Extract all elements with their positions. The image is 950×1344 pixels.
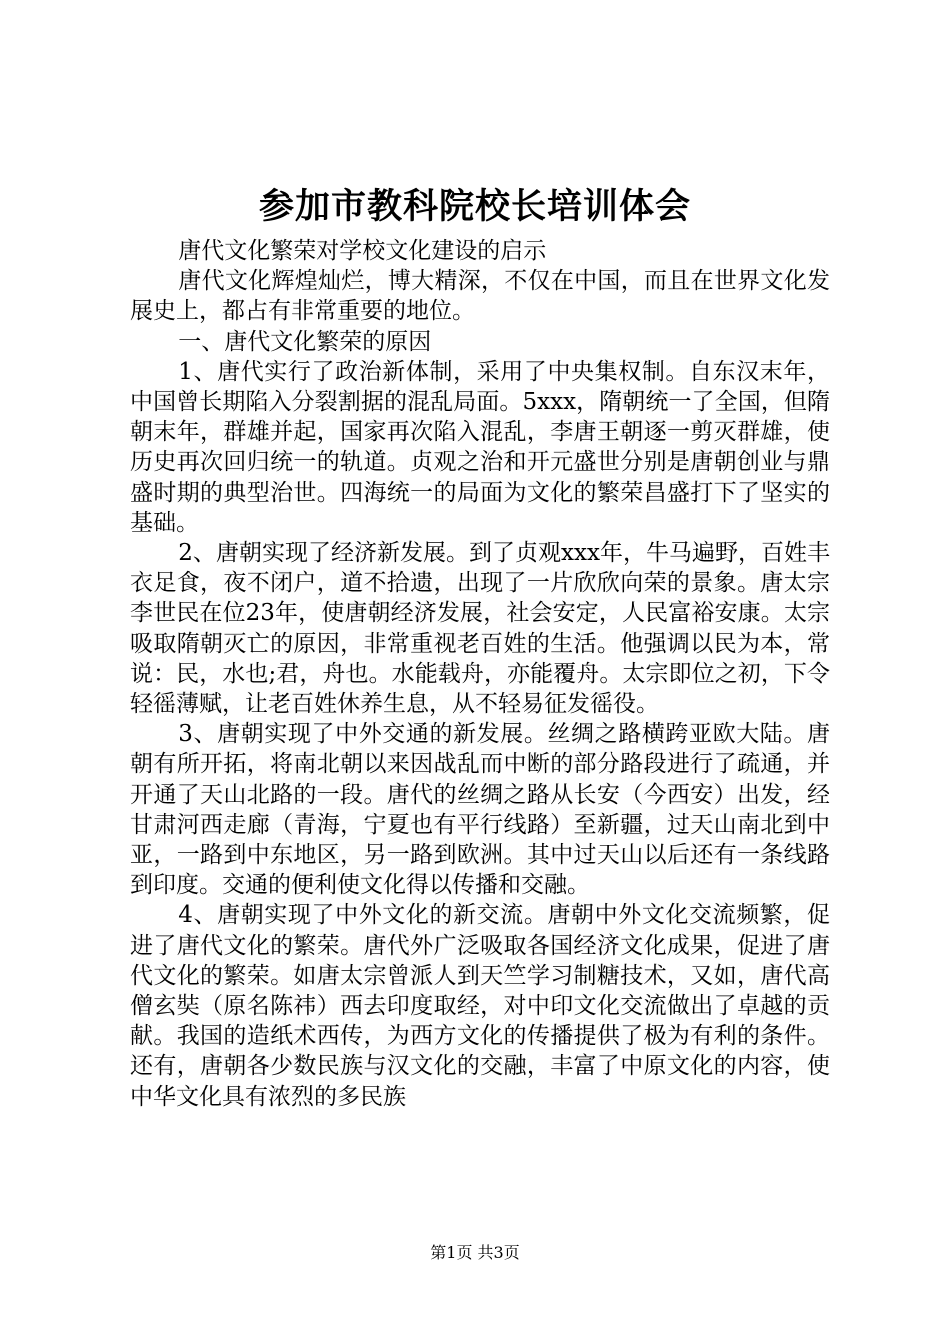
document-title: 参加市教科院校长培训体会 [258, 186, 691, 227]
document-body [130, 236, 830, 1112]
paragraph-intro: 唐代文化辉煌灿烂，博大精深，不仅在中国，而且在世界文化发展史上，都占有非常重要的地位。 [130, 268, 830, 325]
paragraph-point-1: 1、唐代实行了政治新体制，采用了中央集权制。自东汉末年，中国曾长期陷入分裂割据的混乱局面。5xxx，隋朝统一了全国，但隋朝末年，群雄并起，国家再次陷入混乱，李唐王朝逐一剪灭群雄，使历史再次回归统一的轨道。贞观之治和开元盛世分别是唐朝创业与鼎盛时期的典型治世。四海统一的局面为文化的繁荣昌盛打下了坚实的基础。 [130, 358, 830, 536]
paragraph-point-4: 4、唐朝实现了中外文化的新交流。唐朝中外文化交流频繁，促进了唐代文化的繁荣。唐代外广泛吸取各国经济文化成果，促进了唐代文化的繁荣。如唐太宗曾派人到天竺学习制糖技术，又如，唐代高僧玄奘（原名陈祎）西去印度取经，对中印文化交流做出了卓越的贡献。我国的造纸术西传，为西方文化的传播提供了极为有利的条件。还有，唐朝各少数民族与汉文化的交融，丰富了中原文化的内容，使中华文化具有浓烈的多民族 [130, 902, 830, 1110]
paragraph-point-2: 2、唐朝实现了经济新发展。到了贞观xxx年，牛马遍野，百姓丰衣足食，夜不闭户，道不拾遗，出现了一片欣欣向荣的景象。唐太宗李世民在位23年，使唐朝经济发展，社会安定，人民富裕安康。太宗吸取隋朝灭亡的原因，非常重视老百姓的生活。他强调以民为本，常说：民，水也;君，舟也。水能载舟，亦能覆舟。太宗即位之初，下令轻徭薄赋，让老百姓休养生息，从不轻易征发徭役。 [130, 540, 830, 718]
section-heading: 一、唐代文化繁荣的原因 [178, 328, 432, 355]
page-footer: 第1页 共3页 [430, 1243, 520, 1262]
paragraph-subtitle: 唐代文化繁荣对学校文化建设的启示 [178, 238, 547, 264]
paragraph-point-3: 3、唐朝实现了中外交通的新发展。丝绸之路横跨亚欧大陆。唐朝有所开拓，将南北朝以来因战乱而中断的部分路段进行了疏通，并开通了天山北路的一段。唐代的丝绸之路从长安（今西安）出发，经甘肃河西走廊（青海，宁夏也有平行线路）至新疆，过天山南北到中亚，一路到中东地区，另一路到欧洲。其中过天山以后还有一条线路到印度。交通的便利使文化得以传播和交融。 [130, 721, 830, 899]
